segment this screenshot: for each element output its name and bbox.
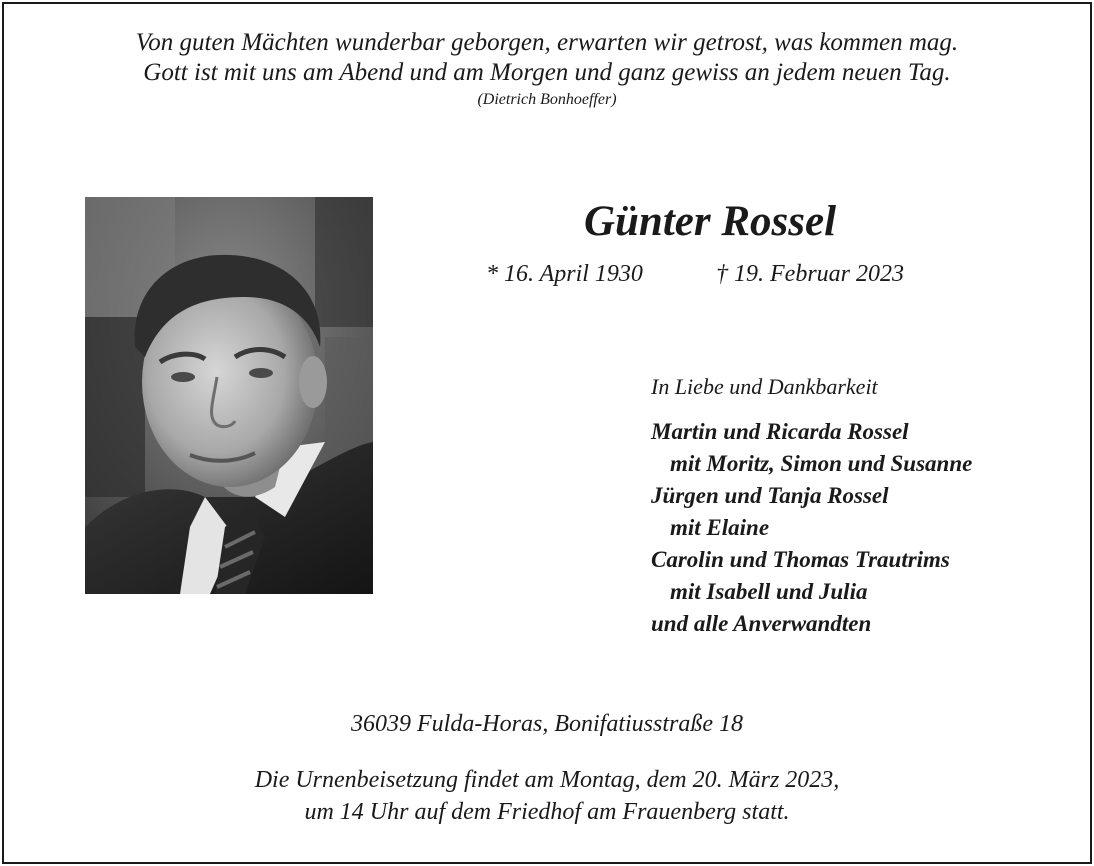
mourner-line: mit Moritz, Simon und Susanne bbox=[670, 451, 973, 476]
mourner-line: mit Elaine bbox=[670, 515, 770, 540]
mourners-list bbox=[651, 416, 972, 640]
mourner-line: Jürgen und Tanja Rossel bbox=[651, 483, 889, 508]
quote-author: (Dietrich Bonhoeffer) bbox=[477, 91, 617, 108]
deceased-name: Günter Rossel bbox=[583, 198, 837, 245]
mourners-intro: In Liebe und Dankbarkeit bbox=[651, 374, 878, 399]
death-date: † 19. Februar 2023 bbox=[716, 261, 904, 287]
burial-notice-line-1: Die Urnenbeisetzung findet am Montag, dem 20. März 2023, bbox=[254, 767, 840, 793]
birth-date: * 16. April 1930 bbox=[486, 261, 643, 287]
mourner-line: Carolin und Thomas Trautrims bbox=[651, 547, 950, 572]
portrait-photo bbox=[85, 197, 373, 594]
burial-notice-line-2: um 14 Uhr auf dem Friedhof am Frauenberg statt. bbox=[304, 799, 790, 825]
family-address: 36039 Fulda-Horas, Bonifatiusstraße 18 bbox=[350, 711, 743, 737]
mourner-line: und alle Anverwandten bbox=[651, 611, 872, 636]
mourner-line: mit Isabell und Julia bbox=[670, 579, 868, 604]
mourner-line: Martin und Ricarda Rossel bbox=[651, 419, 909, 444]
quote-line-2: Gott ist mit uns am Abend und am Morgen und ganz gewiss an jedem neuen Tag. bbox=[143, 59, 951, 86]
quote-line-1: Von guten Mächten wunderbar geborgen, erwarten wir getrost, was kommen mag. bbox=[135, 29, 959, 56]
